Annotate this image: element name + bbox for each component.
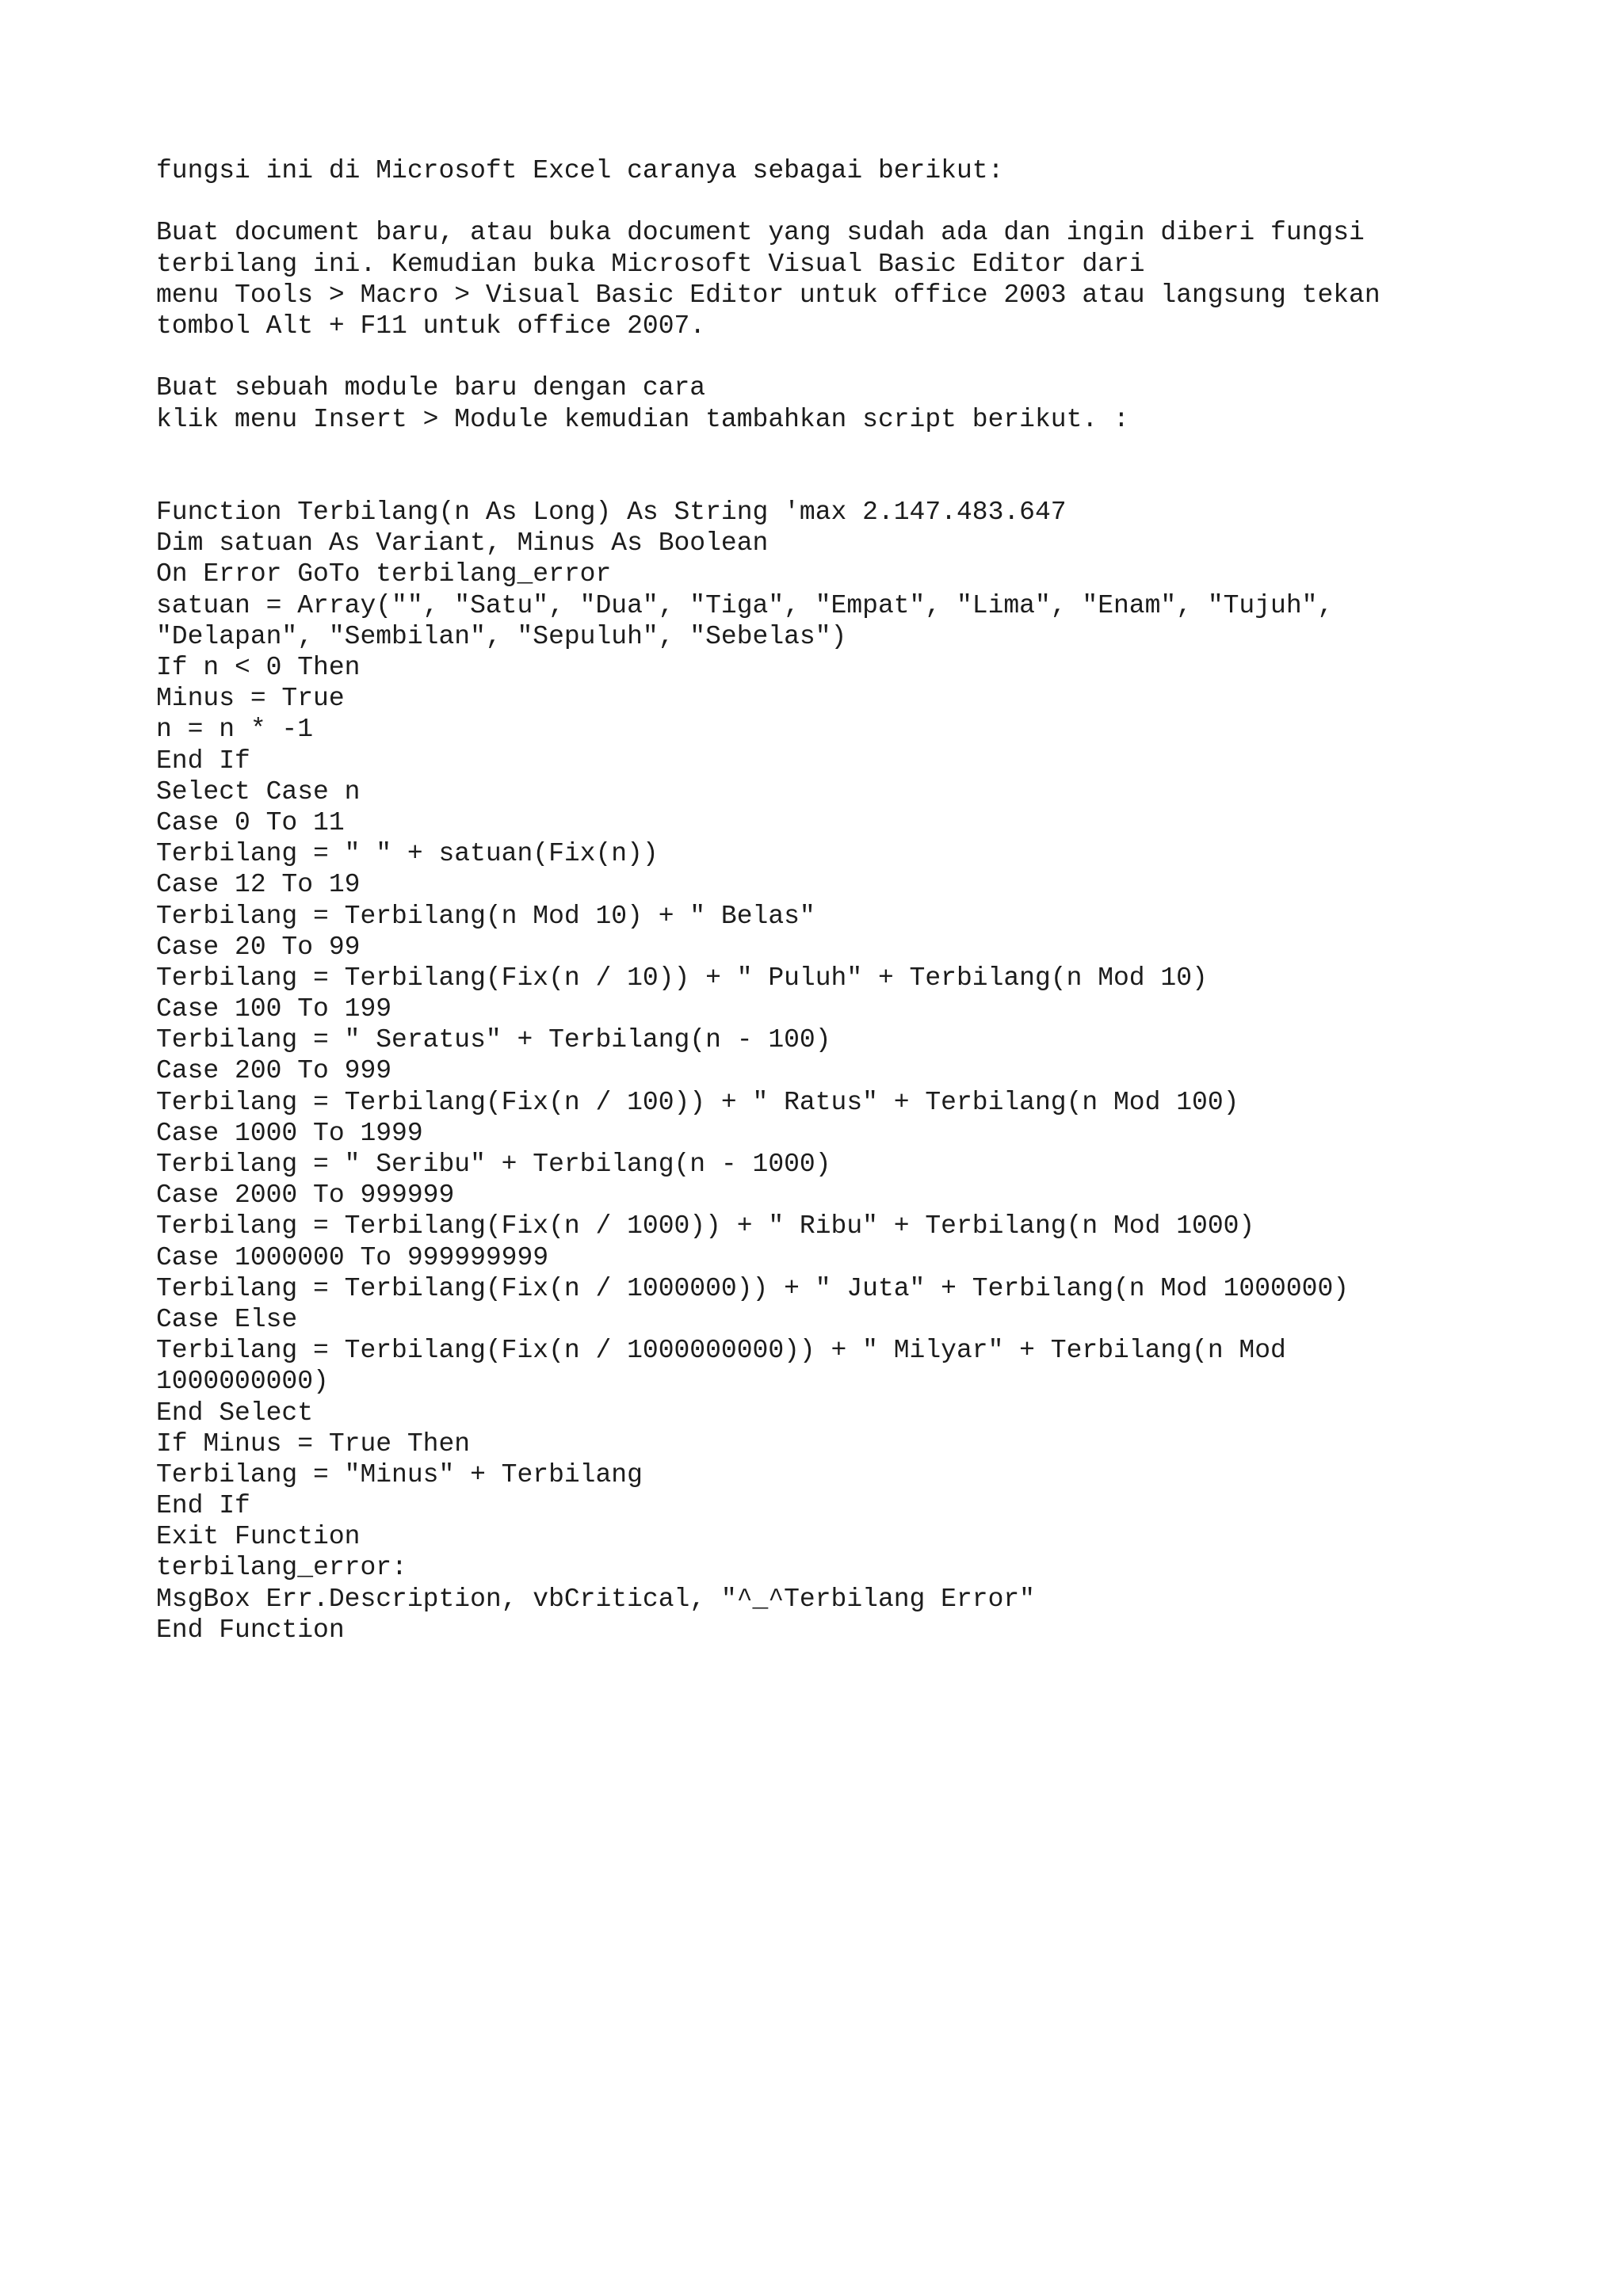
text-line: fungsi ini di Microsoft Excel caranya sebagai berikut: [156,156,1004,185]
text-line: Buat document baru, atau buka document yang sudah ada dan ingin diberi fungsi [156,218,1365,248]
text-line: tombol Alt + F11 untuk office 2007. [156,311,706,341]
code-line: Exit Function [156,1522,361,1552]
code-line: Case 0 To 11 [156,807,345,837]
code-line: Dim satuan As Variant, Minus As Boolean [156,528,769,559]
code-line: Terbilang = Terbilang(n Mod 10) + " Belas" [156,901,815,931]
document-body [156,155,1567,1646]
code-line: "Delapan", "Sembilan", "Sepuluh", "Sebelas") [156,621,847,651]
text-line: Buat sebuah module baru dengan cara [156,373,706,403]
code-line: End If [156,746,250,776]
code-line: End If [156,1491,250,1521]
code-line: End Function [156,1615,345,1645]
code-line: Terbilang = Terbilang(Fix(n / 1000000)) + " Juta" + Terbilang(n Mod 1000000) [156,1273,1350,1303]
code-line: Select Case n [156,776,361,807]
code-line: If n < 0 Then [156,653,361,683]
intro-paragraph [156,155,1567,186]
code-line: On Error GoTo terbilang_error [156,559,612,589]
code-line: Terbilang = Terbilang(Fix(n / 1000)) + " Ribu" + Terbilang(n Mod 1000) [156,1211,1255,1241]
code-line: Terbilang = Terbilang(Fix(n / 10)) + " Puluh" + Terbilang(n Mod 10) [156,963,1208,993]
code-line: Terbilang = " Seribu" + Terbilang(n - 1000) [156,1150,831,1180]
code-line: satuan = Array("", "Satu", "Dua", "Tiga", "Empat", "Lima", "Enam", "Tujuh", [156,590,1334,620]
text-line: menu Tools > Macro > Visual Basic Editor untuk office 2003 atau langsung tekan [156,280,1381,310]
code-line: Terbilang = "Minus" + Terbilang [156,1459,643,1489]
code-line: 1000000000) [156,1367,329,1397]
code-line: If Minus = True Then [156,1428,471,1459]
code-line: Terbilang = Terbilang(Fix(n / 100)) + " Ratus" + Terbilang(n Mod 100) [156,1087,1239,1117]
code-line: Case 1000000 To 999999999 [156,1242,549,1272]
code-line: Case Else [156,1304,298,1334]
code-line: n = n * -1 [156,715,314,745]
code-line: Case 1000 To 1999 [156,1118,423,1148]
code-line: Case 200 To 999 [156,1056,392,1086]
module-paragraph [156,372,1567,434]
code-line: terbilang_error: [156,1553,407,1583]
code-line: Case 2000 To 999999 [156,1180,455,1211]
code-line: Case 100 To 199 [156,994,392,1024]
code-line: Function Terbilang(n As Long) As String 'max 2.147.483.647 [156,498,1067,528]
code-line: Terbilang = " Seratus" + Terbilang(n - 100) [156,1025,831,1055]
code-line: Terbilang = " " + satuan(Fix(n)) [156,839,659,869]
text-line: klik menu Insert > Module kemudian tambahkan script berikut. : [156,404,1129,434]
code-line: End Select [156,1398,314,1428]
code-line: Case 20 To 99 [156,932,361,962]
text-line: terbilang ini. Kemudian buka Microsoft Visual Basic Editor dari [156,249,1145,279]
code-line: MsgBox Err.Description, vbCritical, "^_^Terbilang Error" [156,1584,1035,1614]
code-line: Terbilang = Terbilang(Fix(n / 1000000000)) + " Milyar" + Terbilang(n Mod [156,1336,1286,1366]
code-line: Minus = True [156,684,345,714]
code-listing [156,497,1567,1646]
instructions-paragraph [156,217,1567,341]
code-line: Case 12 To 19 [156,870,361,900]
